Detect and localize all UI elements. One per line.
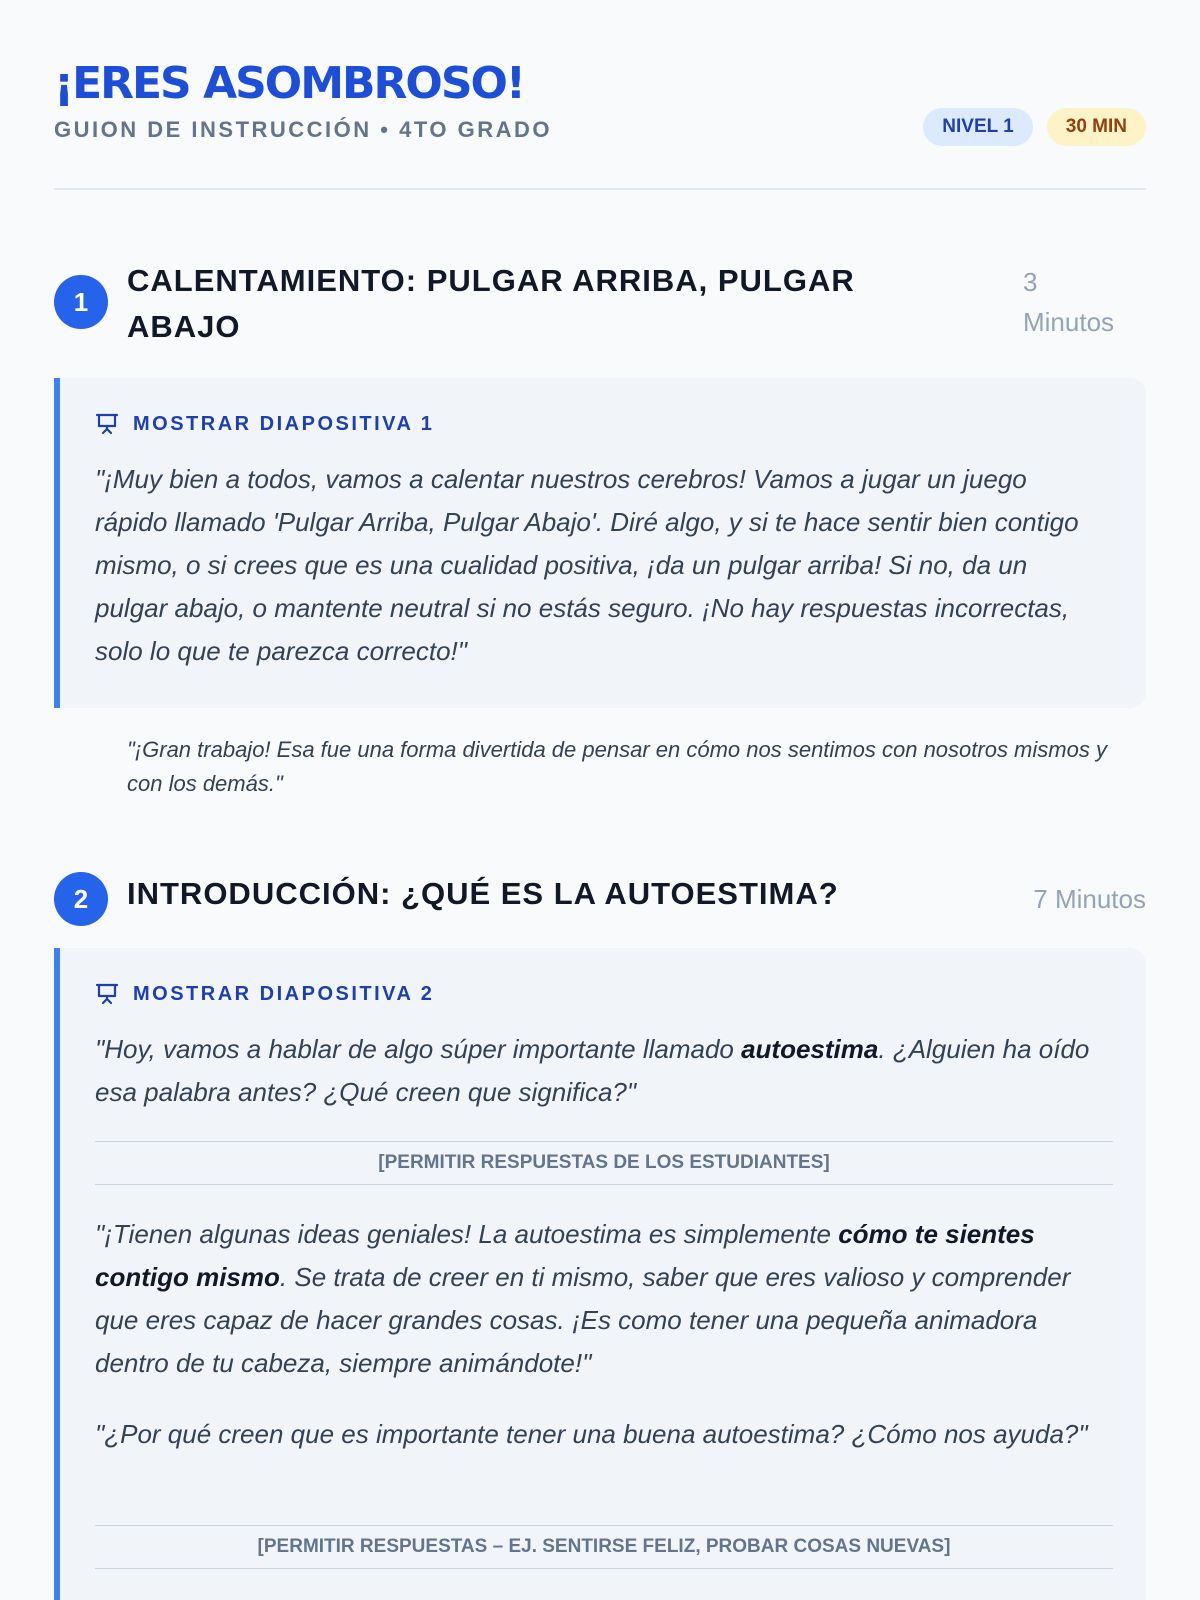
speech-text: . ¿Alguien ha oído esa palabra antes? ¿Qué creen que significa?" [95,1034,1090,1107]
section-duration: 7 Minutos [1033,884,1146,914]
teacher-speech: "¡Muy bien a todos, vamos a calentar nuestros cerebros! Vamos a jugar un juego rápido llamado 'Pulgar Arriba, Pulgar Abajo'. Diré algo, y si te hace sentir bien contigo mismo, o si crees que es una cualidad positiva, ¡da un pulgar arriba! Si no, da un pulgar abajo, o mantente neutral si no estás seguro. ¡No hay respuestas incorrectas, solo lo que te parezca correcto!" [95,464,1079,666]
section-duration [1023,262,1114,342]
badge-group [923,108,1146,146]
section-duration-unit: Minutos [1023,307,1115,337]
slide-cue-label: MOSTRAR DIAPOSITIVA 1 [133,412,435,435]
key-term: autoestima [741,1034,879,1064]
key-term: cómo te sientes contigo mismo [95,1219,1035,1292]
student-response-note: [PERMITIR RESPUESTAS – EJ. SENTIRSE FELIZ, PROBAR COSAS NUEVAS] [95,1525,1113,1569]
section-2-header [54,871,1146,927]
presentation-icon [95,412,119,436]
speech-text: "Hoy, vamos a hablar de algo súper importante llamado [95,1034,742,1064]
speech-text: "¡Tienen algunas ideas geniales! La autoestima es simplemente [95,1219,839,1249]
teacher-followup: "¡Gran trabajo! Esa fue una forma divertida de pensar en cómo nos sentimos con nosotros mismos y con los demás." [127,737,1107,796]
lesson-script-page [54,0,1146,1557]
teacher-speech: "¿Por qué creen que es importante tener una buena autoestima? ¿Cómo nos ayuda?" [95,1419,1088,1449]
script-card [54,948,1146,1600]
teacher-speech [95,1028,1105,1114]
slide-cue-label: MOSTRAR DIAPOSITIVA 2 [133,982,435,1005]
teacher-speech [95,1213,1105,1385]
section-duration-value: 3 [1023,267,1038,297]
presentation-icon [95,982,119,1006]
section-1-header [54,258,1146,348]
section-number: 1 [54,275,108,329]
script-card [54,378,1146,708]
page-title: ¡ERES ASOMBROSO! [54,58,524,109]
duration-badge: 30 MIN [1047,108,1146,146]
page-subtitle: GUION DE INSTRUCCIÓN • 4TO GRADO [54,117,552,142]
level-badge: NIVEL 1 [923,108,1032,146]
section-title: INTRODUCCIÓN: ¿QUÉ ES LA AUTOESTIMA? [127,876,839,911]
slide-cue [95,982,434,1006]
section-title: CALENTAMIENTO: PULGAR ARRIBA, PULGAR ABAJO [127,263,855,344]
header [54,0,1146,190]
slide-cue [95,412,434,436]
student-response-note: [PERMITIR RESPUESTAS DE LOS ESTUDIANTES] [95,1141,1113,1185]
speech-text: . Se trata de creer en ti mismo, saber que eres valioso y comprender que eres capaz de hacer grandes cosas. ¡Es como tener una pequeña animadora dentro de tu cabeza, siempre animándote!" [95,1262,1071,1378]
section-number: 2 [54,872,108,926]
